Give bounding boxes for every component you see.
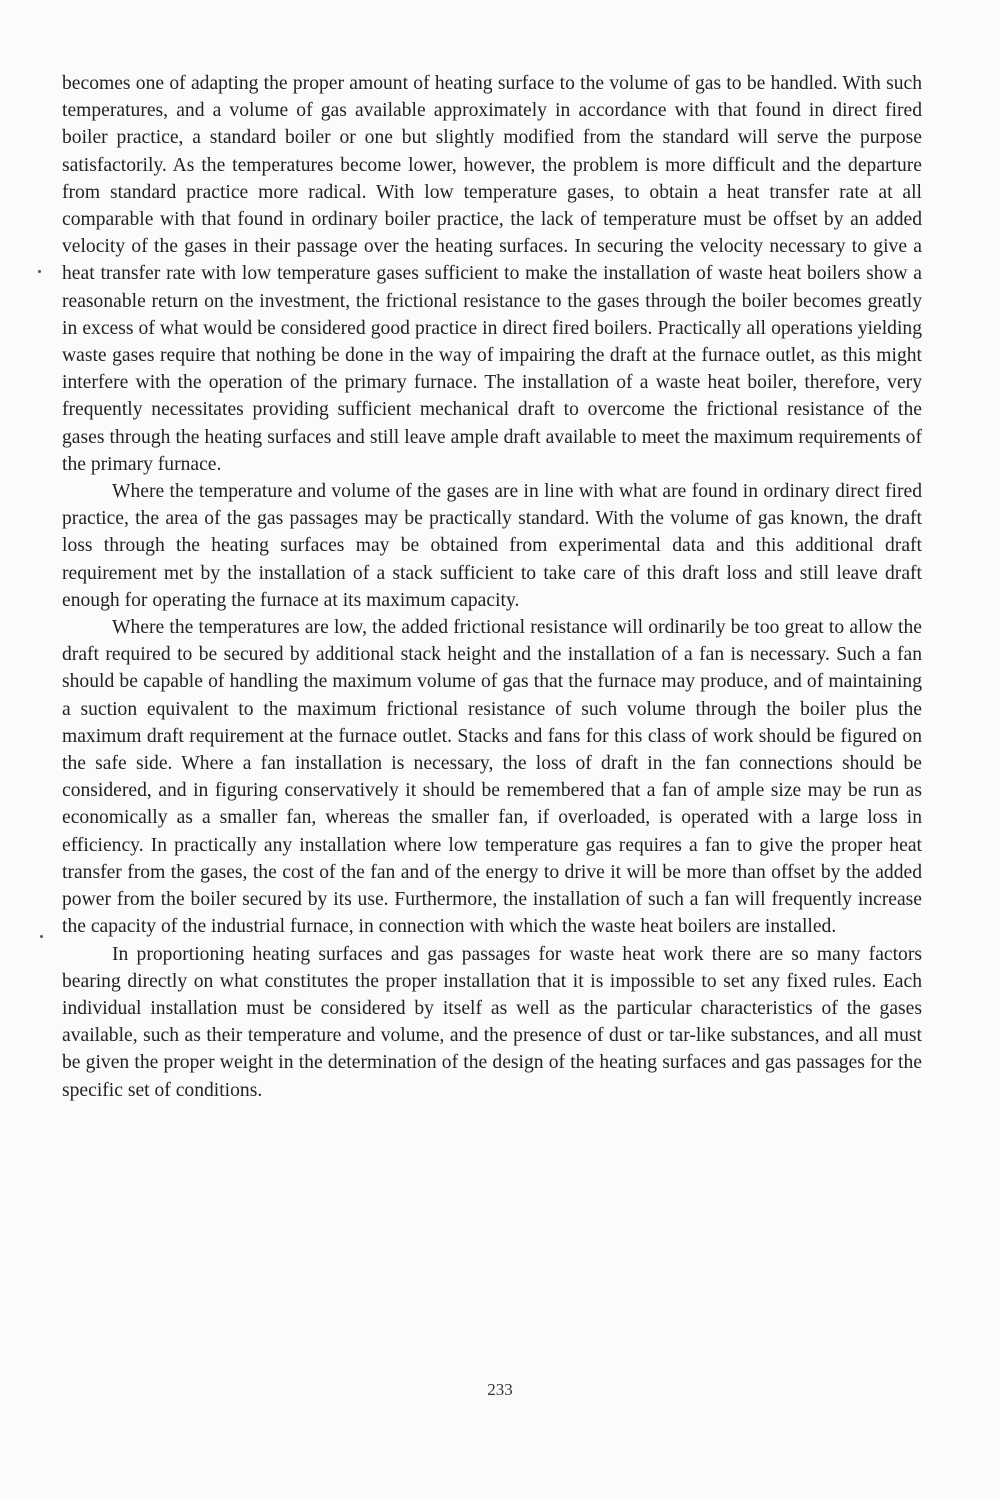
paragraph-proportioning: In proportioning heating surfaces and gas passages for waste heat work there are so many factors bearing directly on what constitutes the proper installation that it is impossible to set any fixed rules. Each individual installation must be considered by itself as well as the particular characteristics of the gases available, such as their temperature and volume, and the presence of dust or tar-like substances, and all must be given the proper weight in the determination of the design of the heating surfaces and gas passages for the specific set of conditions. [62,943,922,1101]
margin-speck [40,935,43,938]
paragraph-fan-installation: Where the temperatures are low, the added frictional resistance will ordinarily be too great to allow the draft required to be secured by additional stack height and the installation of a fan is necessary. Such a fan should be capable of handling the maximum volume of gas that the furnace may produce, and of maintaining a suction equivalent to the maximum frictional resistance of such volume through the boiler plus the maximum draft requirement at the furnace outlet. Stacks and fans for this class of work should be figured on the safe side. Where a fan installation is necessary, the loss of draft in the fan connections should be considered, and in figuring conservatively it should be remembered that a fan of ample size may be run as economically as a smaller fan, whereas the smaller fan, if overloaded, is operated with a large loss in efficiency. In practically any installation where low temperature gas requires a fan to give the proper heat transfer from the gases, the cost of the fan and of the energy to drive it will be more than offset by the added power from the boiler secured by its use. Furthermore, the installation of such a fan will frequently increase the capacity of the industrial furnace, in connection with which the waste heat boilers are installed. [62,617,922,938]
paragraph-stack-draft: Where the temperature and volume of the gases are in line with what are found in ordinary direct fired practice, the area of the gas passages may be practically standard. With the volume of gas known, the draft loss through the heating surfaces may be obtained from experimental data and this additional draft requirement met by the installation of a stack sufficient to take care of this draft loss and still leave draft enough for operating the furnace at its maximum capacity. [62,481,922,611]
margin-speck [38,270,41,273]
page-number: 233 [487,1380,513,1399]
paragraph-continued: becomes one of adapting the proper amount of heating surface to the volume of gas to be handled. With such temperatures, and a volume of gas available approximately in accordance with that found in direct fired boiler practice, a standard boiler or one but slightly modified from the standard will serve the purpose satisfactorily. As the temperatures become lower, however, the problem is more difficult and the departure from standard practice more radical. With low temperature gases, to obtain a heat transfer rate at all comparable with that found in ordinary boiler practice, the lack of temperature must be offset by an added velocity of the gases in their passage over the heating surfaces. In securing the velocity necessary to give a heat transfer rate with low temperature gases sufficient to make the installation of waste heat boilers show a reasonable return on the investment, the frictional resistance to the gases through the boiler becomes greatly in excess of what would be considered good practice in direct fired boilers. Practically all operations yielding waste gases require that nothing be done in the way of impairing the draft at the furnace outlet, as this might interfere with the operation of the primary furnace. The installation of a waste heat boiler, therefore, very frequently necessitates providing sufficient mechanical draft to overcome the frictional resistance of the gases through the heating surfaces and still leave ample draft available to meet the maximum requirements of the primary furnace. [62,73,922,475]
body-text [62,70,922,1104]
